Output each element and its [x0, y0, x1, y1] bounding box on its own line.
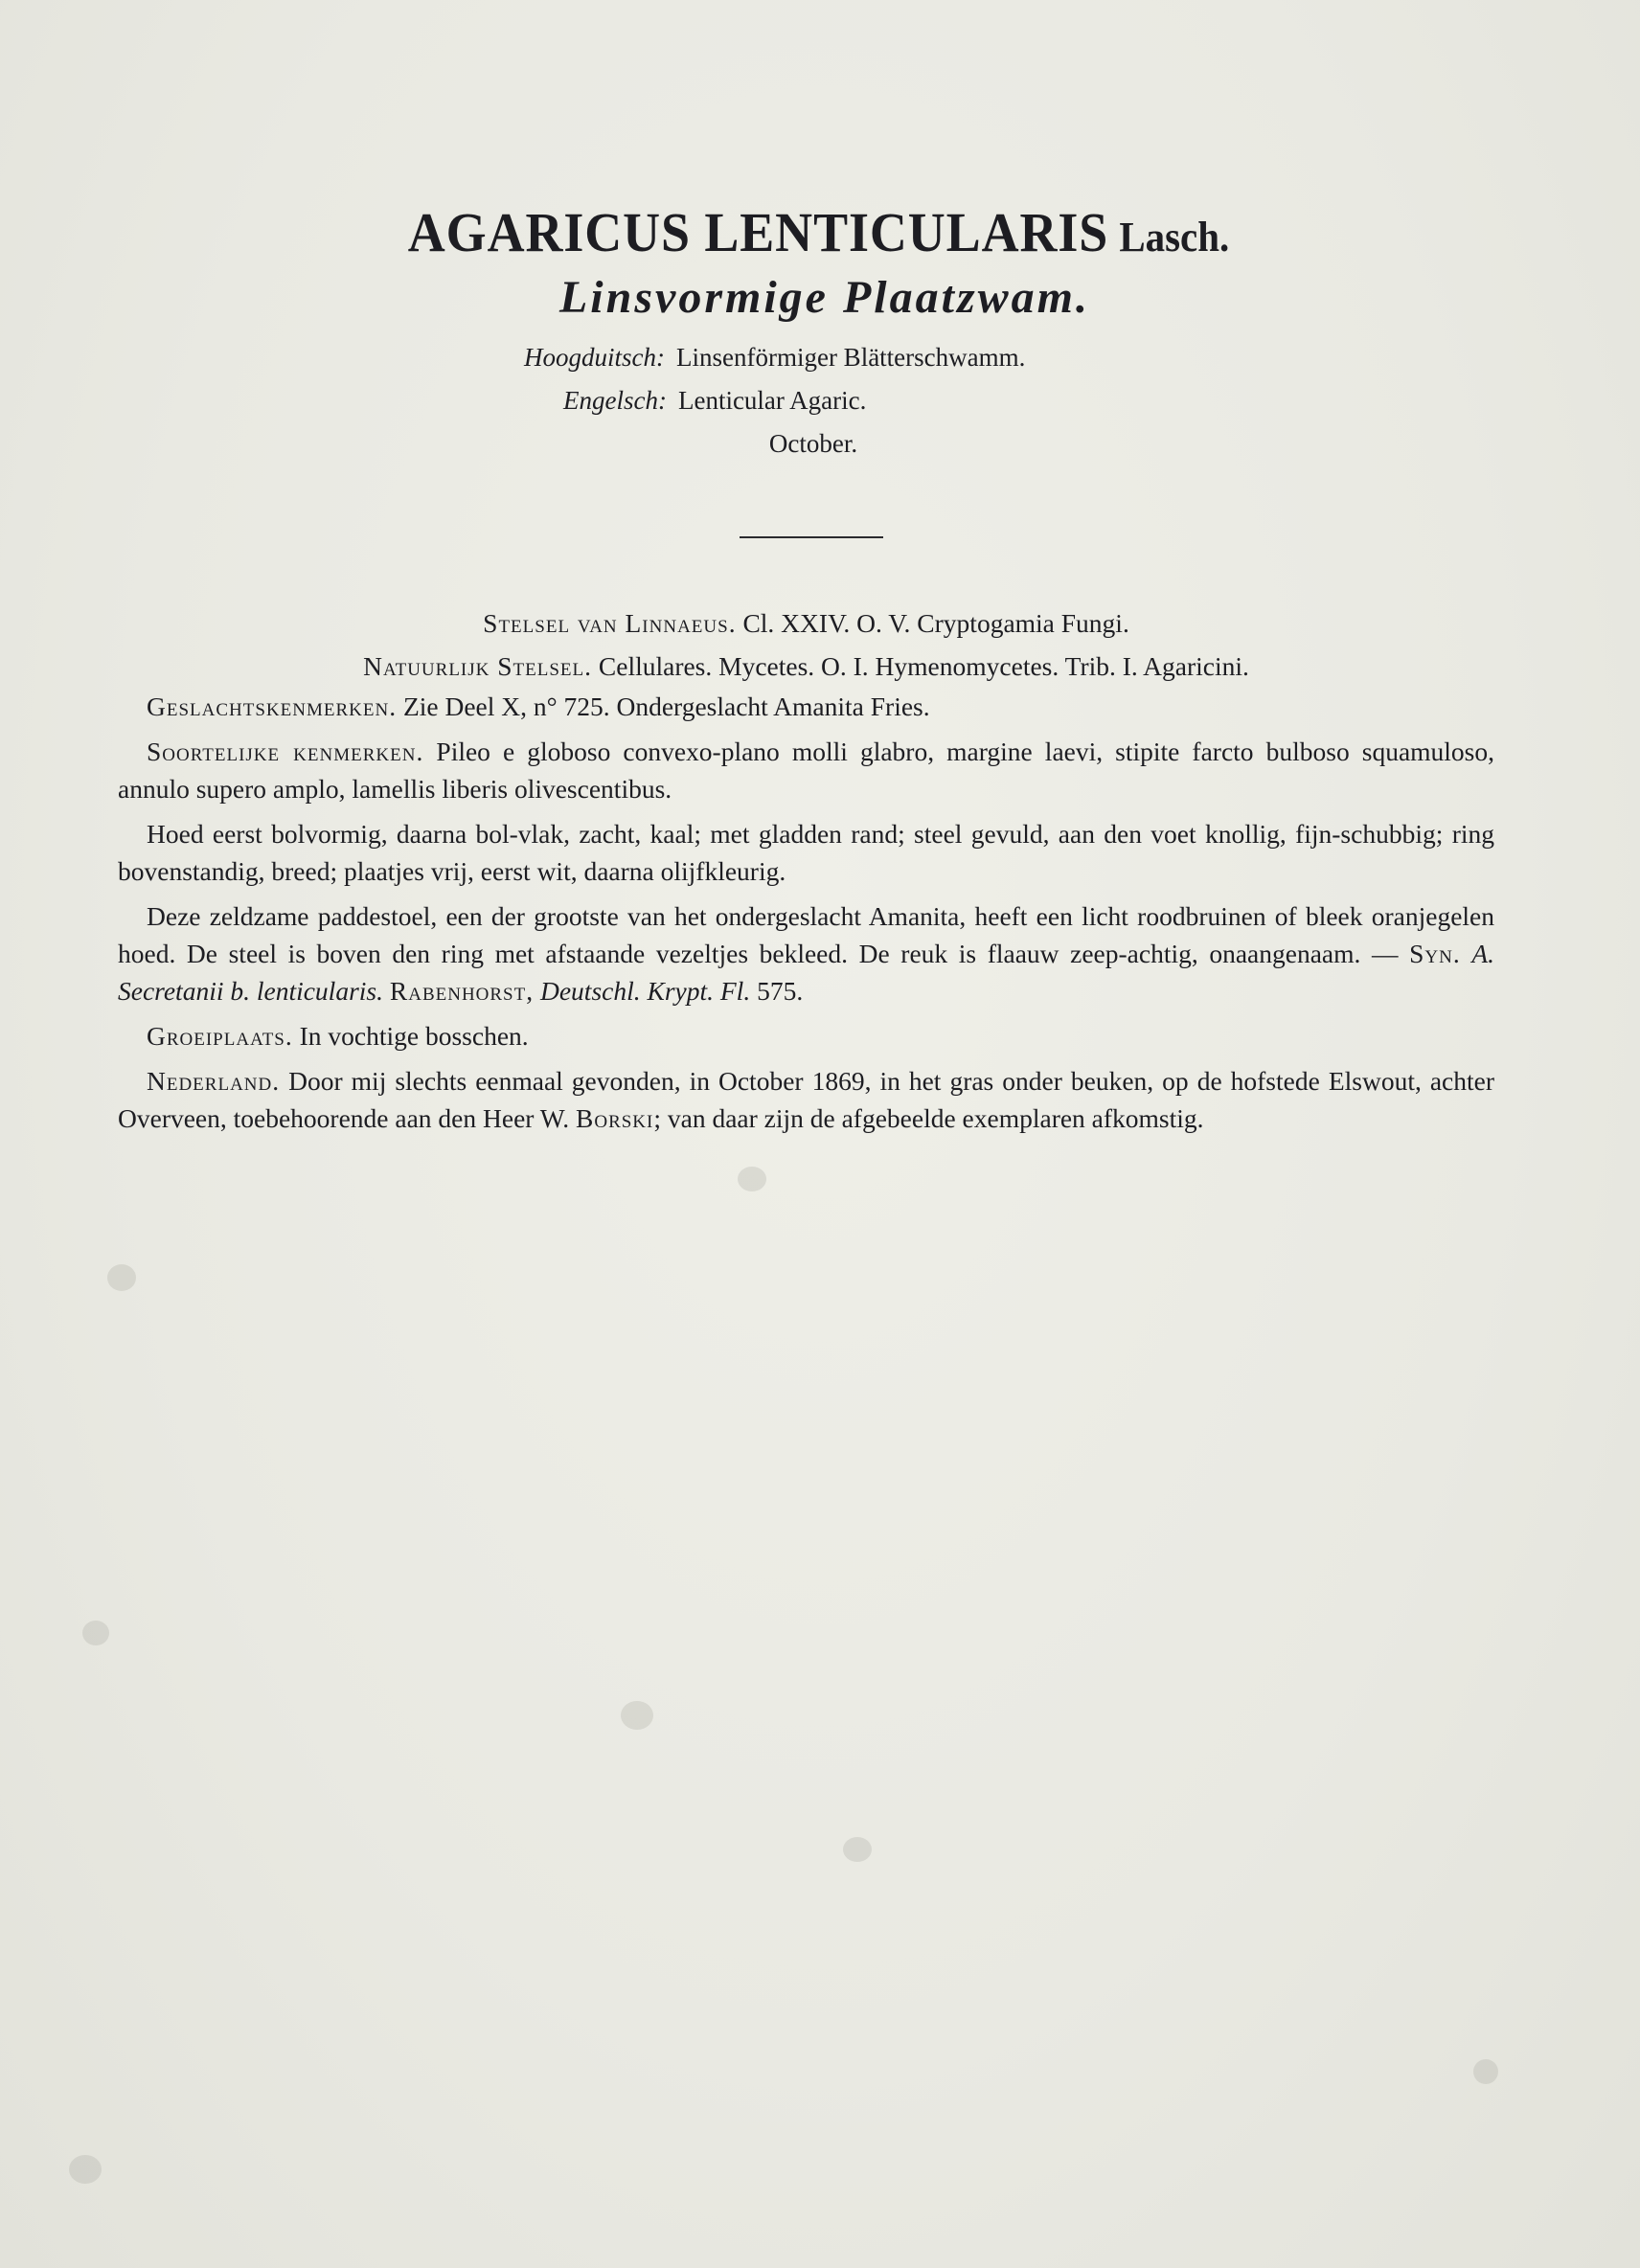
german-name-line	[524, 338, 1025, 376]
genus-label: Geslachtskenmerken.	[147, 692, 398, 721]
natural-system-text: Cellulares. Mycetes. O. I. Hymenomycetes. Trib. I. Agaricini.	[598, 651, 1249, 681]
species-name: AGARICUS LENTICULARIS	[407, 201, 1109, 263]
species-paragraph	[118, 733, 1494, 807]
netherlands-label: Nederland.	[147, 1066, 281, 1096]
synonym-author: Rabenhorst,	[389, 976, 535, 1006]
linnaeus-text: Cl. XXIV. O. V. Cryptogamia Fungi.	[742, 608, 1129, 638]
species-text: Pileo e globoso convexo-plano molli glabro, margine laevi, stipite farcto bulboso squamuloso, annulo supero amplo, lamellis liberis olivescentibus.	[118, 737, 1495, 804]
month: October.	[768, 429, 858, 458]
species-author: Lasch.	[1119, 214, 1230, 261]
habitat-text: In vochtige bosschen.	[299, 1021, 529, 1051]
netherlands-text: Door mij slechts eenmaal gevonden, in October 1869, in het gras onder beuken, op de hofstede Elswout, achter Overveen, toebehoorende aan den Heer W.	[118, 1066, 1495, 1133]
paper-spot	[738, 1167, 766, 1191]
paper-spot	[69, 2155, 102, 2184]
netherlands-paragraph	[118, 1062, 1494, 1137]
header	[0, 196, 1640, 327]
paper-spot	[82, 1621, 109, 1645]
habitat-label: Groeiplaats.	[147, 1021, 293, 1051]
synonym-page: 575.	[757, 976, 804, 1006]
divider-rule	[740, 536, 883, 538]
paper-spot	[843, 1837, 872, 1862]
netherlands-text-end: ; van daar zijn de afgebeelde exemplaren afkomstig.	[653, 1103, 1204, 1133]
natural-system-label: Natuurlijk Stelsel.	[363, 651, 593, 681]
english-name-line	[563, 381, 866, 420]
natural-system-line	[118, 645, 1494, 688]
netherlands-person: Borski	[576, 1103, 654, 1133]
synonym-reference: Deutschl. Krypt. Fl.	[539, 976, 751, 1006]
synonym-label: Syn.	[1409, 939, 1461, 968]
genus-text: Zie Deel X, n° 725. Ondergeslacht Amanita Fries.	[402, 692, 930, 721]
german-label: Hoogduitsch:	[524, 343, 665, 372]
english-name: Lenticular Agaric.	[677, 386, 867, 415]
dutch-name: Linsvormige Plaatzwam.	[558, 272, 1090, 323]
english-label: Engelsch:	[563, 386, 667, 415]
german-name: Linsenförmiger Blätterschwamm.	[675, 343, 1026, 372]
species-label: Soortelijke kenmerken.	[147, 737, 424, 766]
remarks-paragraph	[118, 897, 1494, 1009]
habitat-paragraph	[118, 1017, 1494, 1055]
linnaeus-line	[118, 601, 1494, 645]
paper-spot	[107, 1264, 136, 1291]
description-paragraph: Hoed eerst bolvormig, daarna bol-vlak, zacht, kaal; met gladden rand; steel gevuld, aan den voet knollig, fijn-schubbig; ring bovenstandig, breed; plaatjes vrij, eerst wit, daarna olijfkleurig.	[118, 819, 1494, 886]
synonym-name: A. Secretanii b. lenticularis.	[118, 939, 1495, 1006]
page-title	[55, 196, 1583, 269]
paper-spot	[1473, 2059, 1498, 2084]
genus-paragraph	[118, 688, 1494, 725]
description-body	[118, 601, 1494, 1145]
remarks-text: Deze zeldzame paddestoel, een der grootste van het ondergeslacht Amanita, heeft een licht roodbruinen of bleek oranjegelen hoed. De steel is boven den ring met afstaande vezeltjes bekleed. De reuk is flaauw zeep-achtig, onaangenaam. —	[118, 901, 1494, 968]
linnaeus-label: Stelsel van Linnaeus.	[483, 608, 737, 638]
paper-spot	[621, 1701, 653, 1730]
